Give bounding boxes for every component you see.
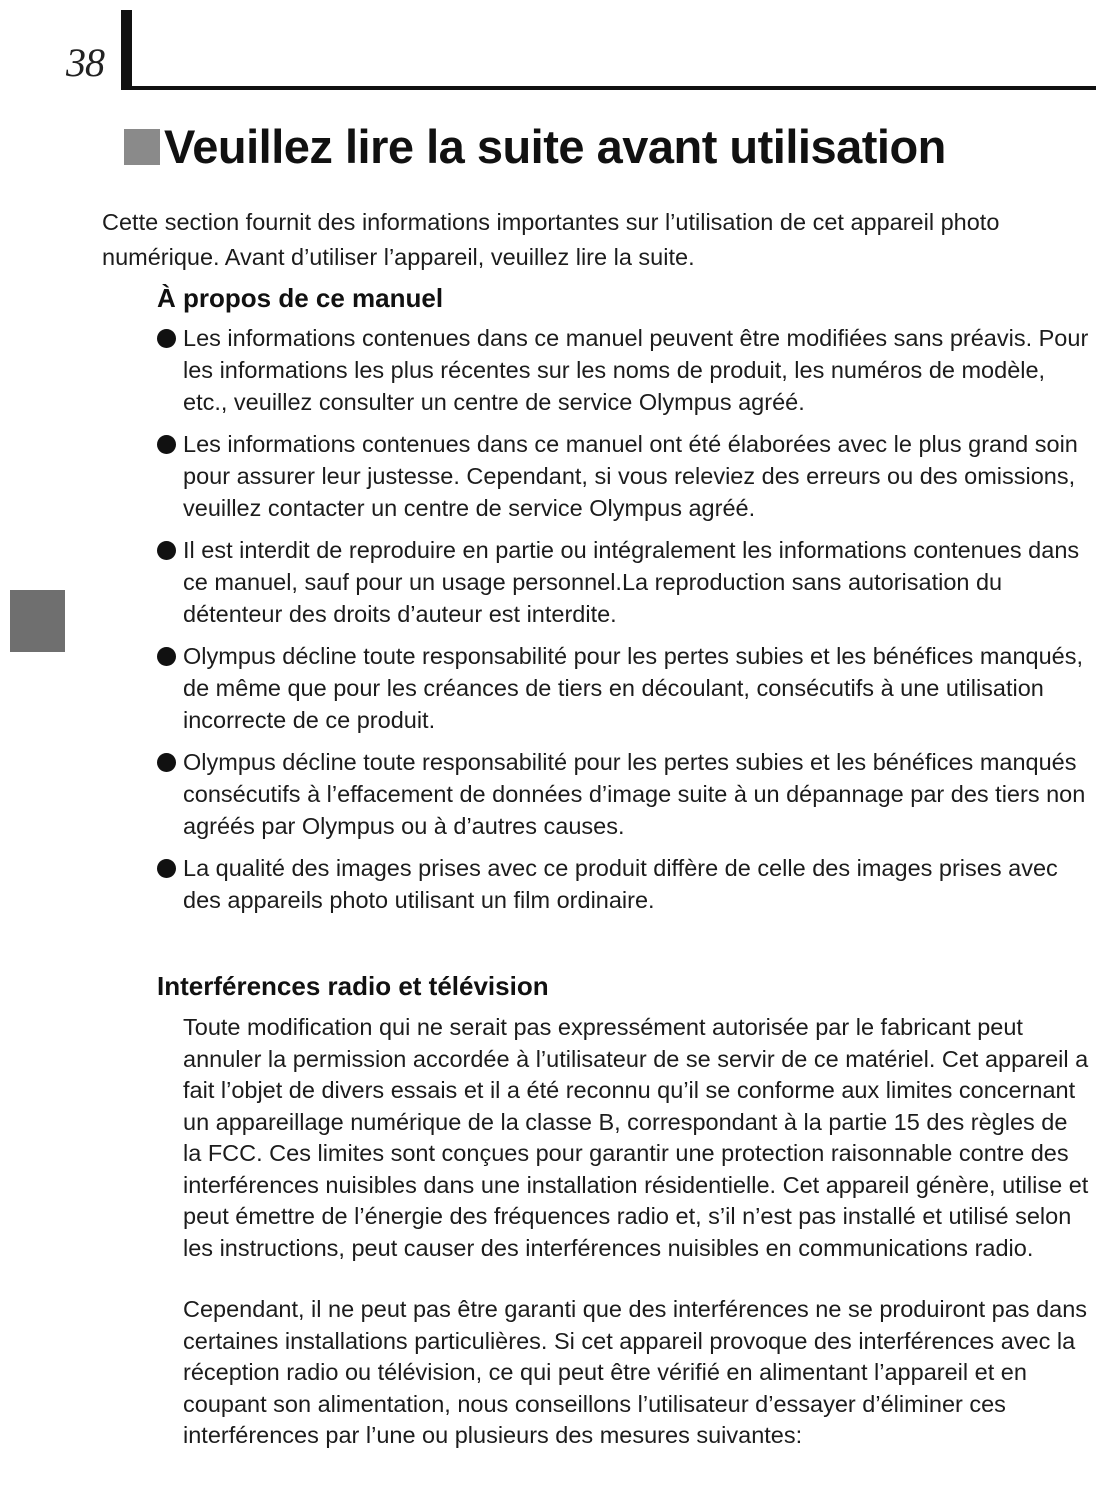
square-bullet-icon — [124, 129, 160, 165]
section-tab-marker — [10, 590, 65, 652]
list-item — [157, 322, 1092, 418]
list-item — [157, 534, 1092, 630]
header-vertical-bar — [121, 10, 132, 90]
bullet-icon — [157, 647, 176, 666]
list-item — [157, 746, 1092, 842]
page-number: 38 — [66, 40, 104, 85]
bullet-icon — [157, 541, 176, 560]
interference-heading: Interférences radio et télévision — [157, 971, 549, 1001]
interference-section — [157, 968, 1092, 1452]
list-item — [157, 640, 1092, 736]
intro-paragraph: Cette section fournit des informations importantes sur l’utilisation de cet appareil photo numérique. Avant d’utiliser l’appareil, veuillez lire la suite. — [102, 209, 1000, 270]
header-rule — [121, 86, 1096, 90]
list-item-text: Olympus décline toute responsabilité pour les pertes subies et les bénéfices manqués, de même que pour les créances de tiers en découlant, consécutifs à une utilisation incorrecte de ce produit. — [183, 643, 1084, 733]
list-item — [157, 428, 1092, 524]
list-item-text: Olympus décline toute responsabilité pour les pertes subies et les bénéfices manqués consécutifs à l’effacement de données d’image suite à un dépannage par des tiers non agréés par Olympus ou à d’autres causes. — [183, 749, 1086, 839]
about-manual-heading: À propos de ce manuel — [157, 283, 444, 313]
about-manual-list — [157, 322, 1092, 916]
bullet-icon — [157, 329, 176, 348]
bullet-icon — [157, 753, 176, 772]
interference-paragraph: Toute modification qui ne serait pas expressément autorisée par le fabricant peut annuler la permission accordée à l’utilisateur de se servir de ce matériel. Cet appareil a fait l’objet de divers essais et il a été reconnu qu’il se conforme aux limites concernant un appareillage numérique de la classe B, correspondant à la partie 15 des règles de la FCC. Ces limites sont conçues pour garantir une protection raisonnable contre des interférences nuisibles dans une installation résidentielle. Cet appareil génère, utilise et peut émettre de l’énergie des fréquences radio et, s’il n’est pas installé et utilisé selon les instructions, peut causer des interférences nuisibles en communications radio. — [183, 1014, 1089, 1261]
list-item-text: Les informations contenues dans ce manuel ont été élaborées avec le plus grand soin pour assurer leur justesse. Cependant, si vous releviez des erreurs ou des omissions, veuillez contacter un centre de service Olympus agréé. — [183, 431, 1078, 521]
list-item-text: Les informations contenues dans ce manuel peuvent être modifiées sans préavis. Pour les informations les plus récentes sur les noms de produit, les numéros de modèle, etc., veuillez consulter un centre de service Olympus agréé. — [183, 325, 1089, 415]
page-title-text: Veuillez lire la suite avant utilisation — [164, 120, 946, 173]
list-item-text: La qualité des images prises avec ce produit diffère de celle des images prises avec des appareils photo utilisant un film ordinaire. — [183, 855, 1058, 913]
page-title — [124, 118, 946, 176]
bullet-icon — [157, 435, 176, 454]
list-item — [157, 852, 1092, 916]
list-item-text: Il est interdit de reproduire en partie ou intégralement les informations contenues dans ce manuel, sauf pour un usage personnel.La reproduction sans autorisation du détenteur des droits d’auteur est interdite. — [183, 537, 1080, 627]
about-manual-section — [157, 280, 1092, 926]
interference-paragraph: Cependant, il ne peut pas être garanti que des interférences ne se produiront pas dans certaines installations particulières. Si cet appareil provoque des interférences avec la réception radio ou télévision, ce qui peut être vérifié en alimentant l’appareil et en coupant son alimentation, nous conseillons l’utilisateur d’essayer d’éliminer ces interférences par l’une ou plusieurs des mesures suivantes: — [183, 1296, 1088, 1448]
bullet-icon — [157, 859, 176, 878]
